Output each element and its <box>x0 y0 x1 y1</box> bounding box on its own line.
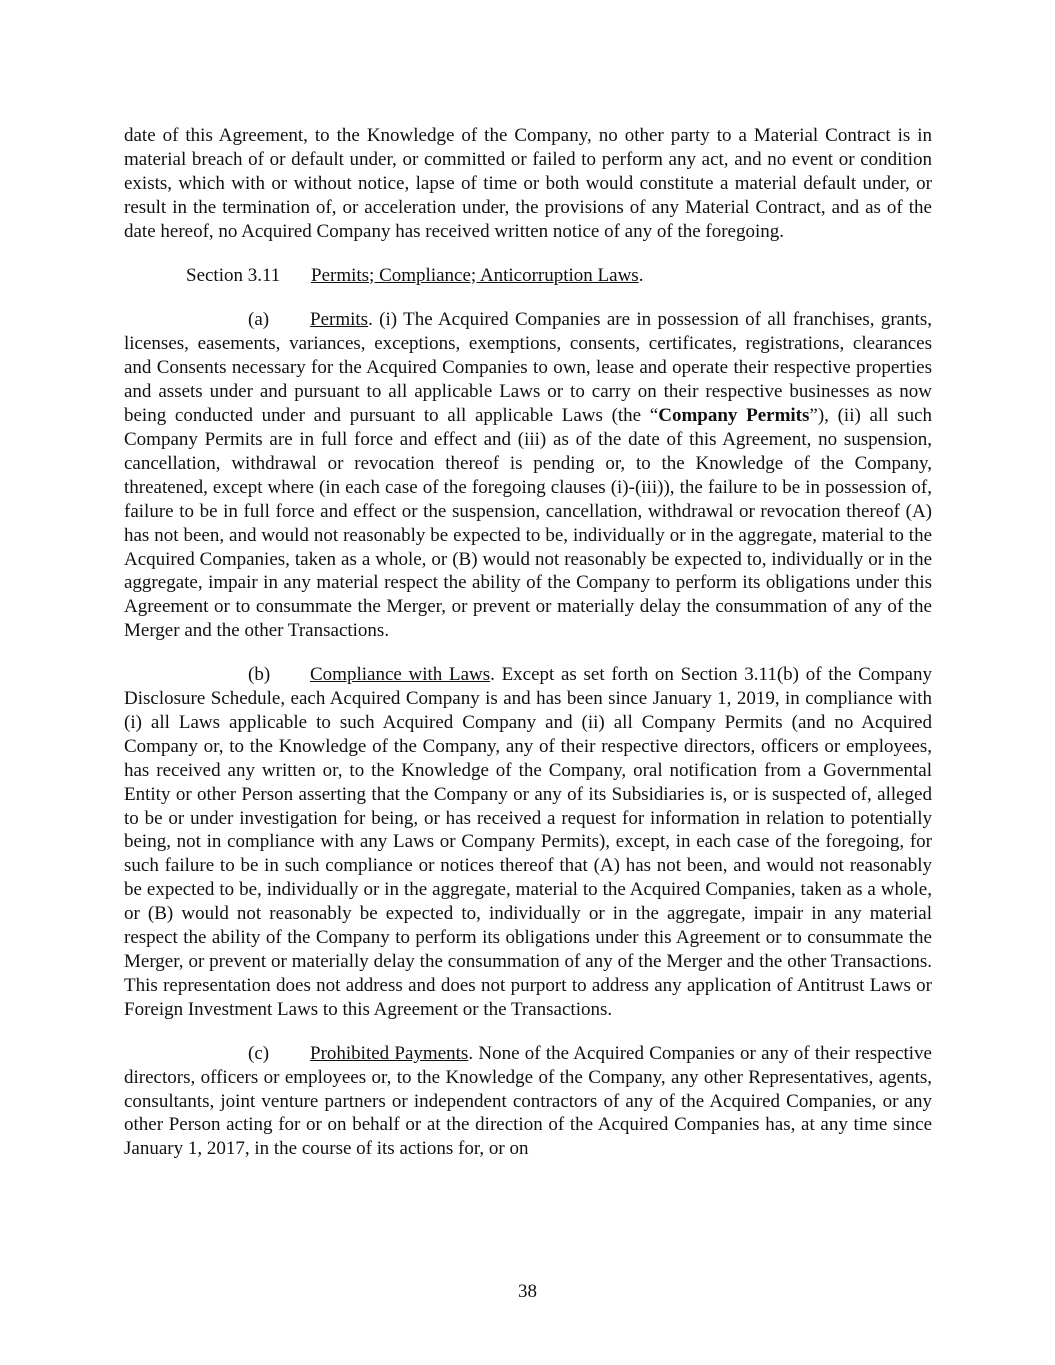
document-page <box>124 124 932 1181</box>
paragraph-c <box>124 1042 932 1162</box>
section-title-period: . <box>638 264 644 286</box>
paragraph-b <box>124 663 932 1022</box>
paragraph-a-label: (a) <box>248 309 270 331</box>
paragraph-b-heading: Compliance with Laws <box>310 664 491 686</box>
paragraph-a-text-1: . (i) The Acquired Companies are in possession of all franchises, grants, licenses, easements, variances, exceptions, exemptions, consents, certificates, registrations, clearances and Consents necessary for the Acquired Companies to own, lease and operate their respective properties and assets under and pursuant to all applicable Laws or to carry on their respective businesses as now being conducted under and pursuant to all applicable Laws (the “ <box>124 309 932 427</box>
paragraph-b-label: (b) <box>248 664 271 686</box>
paragraph-a-heading: Permits <box>310 309 369 331</box>
paragraph-c-heading: Prohibited Payments <box>310 1042 469 1064</box>
paragraph-a <box>124 308 932 643</box>
page-number: 38 <box>518 1281 537 1302</box>
section-number: Section 3.11 <box>186 264 281 286</box>
paragraph-c-label: (c) <box>248 1042 270 1064</box>
continuation-paragraph: date of this Agreement, to the Knowledge of the Company, no other party to a Material Contract is in material breach of or default under, or committed or failed to perform any act, and no event or condition exists, which with or without notice, lapse of time or both would constitute a material default under, or result in the termination of, or acceleration under, the provisions of any Material Contract, and as of the date hereof, no Acquired Company has received written notice of any of the foregoing. <box>124 125 932 242</box>
section-title: Permits; Compliance; Anticorruption Laws <box>311 264 639 286</box>
paragraph-c-text: . None of the Acquired Companies or any of their respective directors, officers or employees or, to the Knowledge of the Company, any other Representatives, agents, consultants, joint venture partners or independent contractors of any of the Acquired Companies, or any other Person acting for or on behalf or at the direction of the Acquired Companies has, at any time since January 1, 2017, in the course of its actions for, or on <box>124 1042 932 1160</box>
paragraph-a-text-2: ”), (ii) all such Company Permits are in full force and effect and (iii) as of the date of this Agreement, no suspension, cancellation, withdrawal or revocation thereof is pending or, to the Knowledge of the Company, threatened, except where (in each case of the foregoing clauses (i)-(iii)), the failure to be in possession of, failure to be in full force and effect or the suspension, cancellation, withdrawal or revocation thereof (A) has not been, and would not reasonably be expected to be, individually or in the aggregate, material to the Acquired Companies, taken as a whole, or (B) would not reasonably be expected to, individually or in the aggregate, impair in any material respect the ability of the Company to perform its obligations under this Agreement or to consummate the Merger, or prevent or materially delay the consummation of any of the Merger and the other Transactions. <box>124 405 932 642</box>
paragraph-b-text: . Except as set forth on Section 3.11(b) of the Company Disclosure Schedule, each Acquired Company is and has been since January 1, 2019, in compliance with (i) all Laws applicable to such Acquired Company and (ii) all Company Permits (and no Acquired Company or, to the Knowledge of the Company, any of their respective directors, officers or employees, has received any written or, to the Knowledge of the Company, oral notification from a Governmental Entity or other Person asserting that the Company or any of its Subsidiaries is, or is suspected of, alleged to be or under investigation for being, or has received a request for information in relation to potentially being, not in compliance with any Laws or Company Permits), except, in each case of the foregoing, for such failure to be in such compliance or notices thereof that (A) has not been, and would not reasonably be expected to be, individually or in the aggregate, material to the Acquired Companies, taken as a whole, or (B) would not reasonably be expected to, individually or in the aggregate, impair in any material respect the ability of the Company to perform its obligations under this Agreement or to consummate the Merger, or prevent or materially delay the consummation of any of the Merger and the other Transactions. This representation does not address and does not purport to address any application of Antitrust Laws or Foreign Investment Laws to this Agreement or the Transactions. <box>124 664 932 1020</box>
section-heading <box>124 264 932 288</box>
defined-term-company-permits: Company Permits <box>658 405 810 427</box>
